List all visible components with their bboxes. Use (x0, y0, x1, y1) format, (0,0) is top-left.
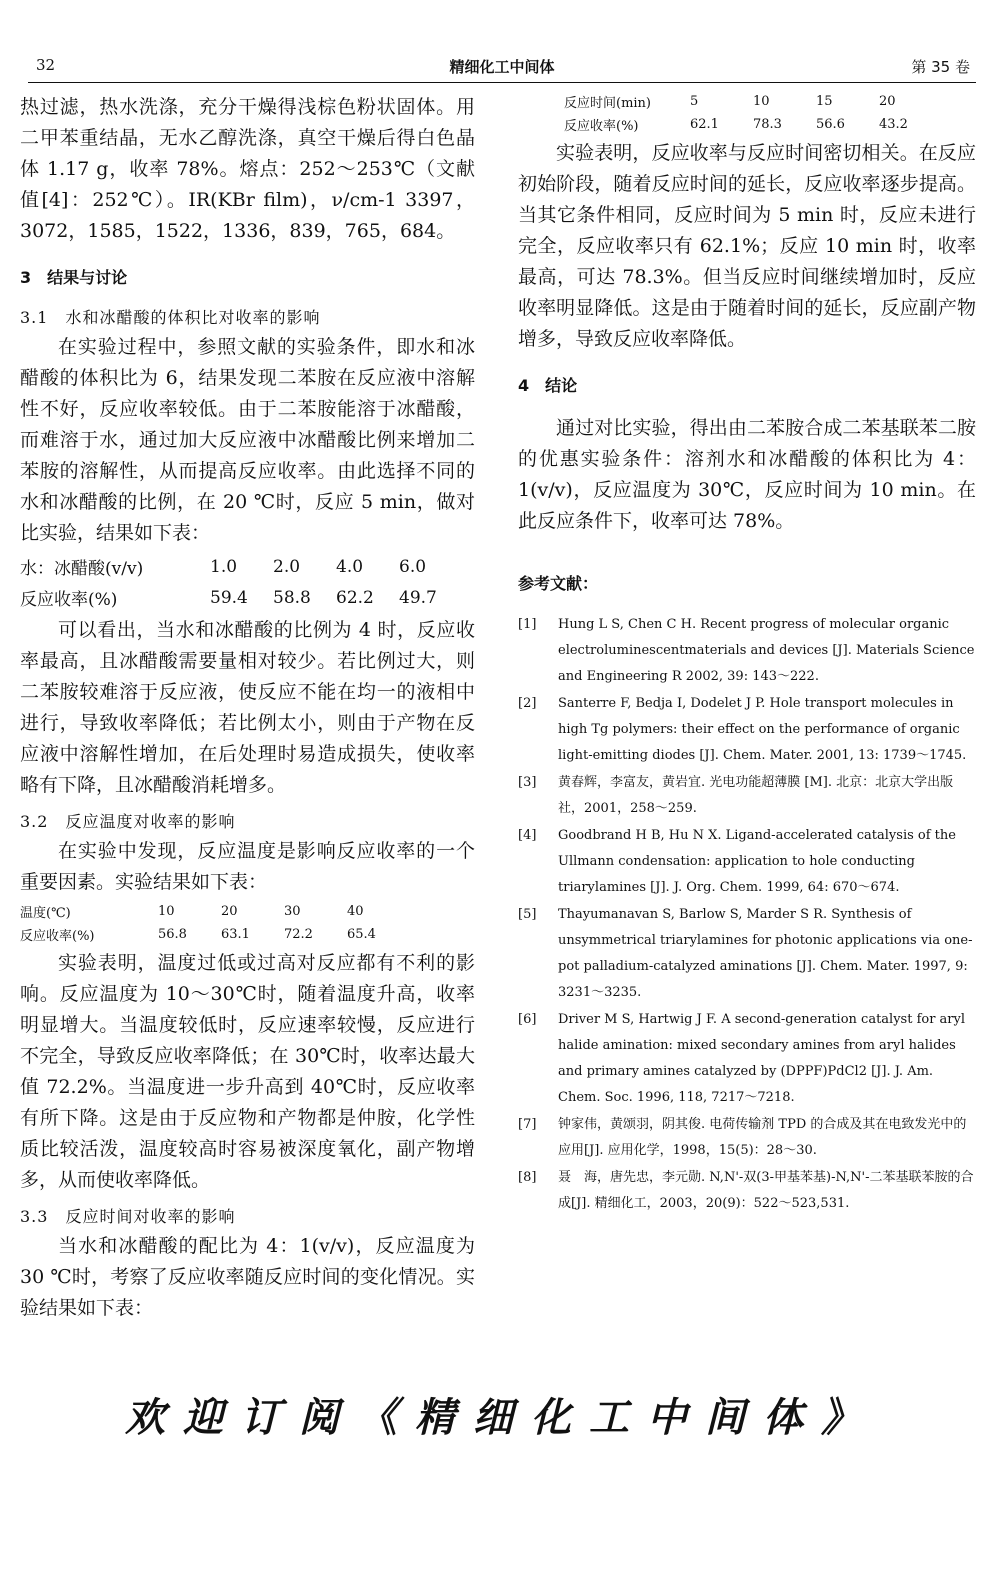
table-cell: 2.0 (273, 556, 301, 577)
table-cell: 反应收率(%) (564, 119, 639, 134)
right-column (518, 92, 976, 1218)
reference-number: [1] (518, 617, 537, 632)
table-cell: 20 (879, 94, 896, 109)
table-cell: 72.2 (284, 927, 313, 942)
table-cell: 6.0 (399, 556, 427, 577)
table-cell: 反应收率(%) (20, 590, 118, 610)
table-cell: 56.8 (158, 927, 187, 942)
temperature-table (20, 900, 410, 946)
table-cell: 62.1 (690, 117, 719, 132)
table-cell: 30 (284, 904, 301, 919)
left-column (20, 92, 475, 1324)
time-table (564, 90, 942, 136)
reference-item (518, 612, 976, 690)
table-cell: 反应收率(%) (20, 929, 95, 944)
reference-item (518, 691, 976, 769)
subsection-heading-3-3: 3.3 反应时间对收率的影响 (20, 1207, 236, 1226)
table-cell: 63.1 (221, 927, 250, 942)
paragraph-synthesis-end: 热过滤，热水洗涤，充分干燥得浅棕色粉状固体。用二甲苯重结晶，无水乙醇洗涤，真空干燥后得白色晶体 1.17 g，收率 78%。熔点：252～253℃（文献值[4]：252℃）。IR(KBr film)，ν/cm-1 3397，3072，1585，1522，1336，839，765，684。 (20, 96, 475, 242)
table-cell: 15 (816, 94, 833, 109)
table-cell: 4.0 (336, 556, 364, 577)
table-row (20, 582, 462, 613)
reference-text: 钟家伟，黄颂羽，阴其俊. 电荷传输剂 TPD 的合成及其在电致发光中的应用[J]. 应用化学，1998，15(5)：28～30. (558, 1117, 967, 1158)
table-cell: 10 (753, 94, 770, 109)
table-cell: 水：冰醋酸(v/v) (20, 559, 144, 579)
reference-text: Goodbrand H B, Hu N X. Ligand-accelerated catalysis of the Ullmann condensation: application to hole conducting triarylamines [J]. J. Org. Chem. 1999, 64: 670～674. (558, 828, 956, 895)
journal-title: 精细化工中间体 (449, 58, 555, 76)
table-cell: 58.8 (273, 587, 311, 608)
reference-text: 黄春辉，李富友，黄岩宜. 光电功能超薄膜 [M]. 北京：北京大学出版社，2001，258～259. (558, 775, 954, 816)
reference-item (518, 1007, 976, 1111)
paragraph-3-2-discussion: 实验表明，温度过低或过高对反应都有不利的影响。反应温度为 10～30℃时，随着温度升高，收率明显增大。当温度较低时，反应速率较慢，反应进行不完全，导致反应收率降低；在 30℃时，收率达最大值 72.2%。当温度进一步升高到 40℃时，反应收率有所下降。这是由于反应物和产物都是仲胺，化学性质比较活泼，温度较高时容易被深度氧化，副产物增多，从而使收率降低。 (20, 952, 475, 1191)
reference-item (518, 823, 976, 901)
reference-text: Hung L S, Chen C H. Recent progress of molecular organic electroluminescentmaterials and devices [J]. Materials Science and Engineering R 2002, 39: 143～222. (558, 617, 975, 684)
table-cell: 20 (221, 904, 238, 919)
reference-number: [3] (518, 775, 537, 790)
paragraph-conclusion: 通过对比实验，得出由二苯胺合成二苯基联苯二胺的优惠实验条件：溶剂水和冰醋酸的体积比为 4：1(v/v)，反应温度为 30℃，反应时间为 10 min。在此反应条件下，收率可达 78%。 (518, 417, 976, 532)
reference-number: [2] (518, 696, 537, 711)
table-cell: 40 (347, 904, 364, 919)
reference-text: Santerre F, Bedja I, Dodelet J P. Hole transport molecules in high Tg polymers: their effect on the performance of organic light-emitting diodes [J]. Chem. Mater. 2001, 13: 1739～1745. (558, 696, 967, 763)
table-cell: 10 (158, 904, 175, 919)
reference-text: 聂 海，唐先忠，李元勋. N,N'-双(3-甲基苯基)-N,N'-二苯基联苯胺的合成[J]. 精细化工，2003，20(9)：522～523,531. (558, 1170, 974, 1211)
table-cell: 5 (690, 94, 699, 109)
table-cell: 65.4 (347, 927, 376, 942)
paragraph-3-3-discussion: 实验表明，反应收率与反应时间密切相关。在反应初始阶段，随着反应时间的延长，反应收率逐步提高。当其它条件相同，反应时间为 5 min 时，反应未进行完全，反应收率只有 62.1%；反应 10 min 时，收率最高，可达 78.3%。但当反应时间继续增加时，反应收率明显降低。这是由于随着时间的延长，反应副产物增多，导致反应收率降低。 (518, 142, 976, 350)
reference-item (518, 902, 976, 1006)
table-row (20, 923, 410, 946)
table-cell: 49.7 (399, 587, 437, 608)
table-cell: 1.0 (210, 556, 238, 577)
paragraph-3-1: 在实验过程中，参照文献的实验条件，即水和冰醋酸的体积比为 6，结果发现二苯胺在反应液中溶解性不好，反应收率较低。由于二苯胺能溶于冰醋酸，而难溶于水，通过加大反应液中冰醋酸比例来增加二苯胺的溶解性，从而提高反应收率。由此选择不同的水和冰醋酸的比例，在 20 ℃时，反应 5 min，做对比实验，结果如下表： (20, 336, 475, 544)
page-number: 32 (36, 56, 56, 74)
paragraph-3-2: 在实验中发现，反应温度是影响反应收率的一个重要因素。实验结果如下表： (20, 840, 475, 893)
table-row (20, 551, 462, 582)
paragraph-3-1-discussion: 可以看出，当水和冰醋酸的比例为 4 时，反应收率最高，且冰醋酸需要量相对较少。若比例过大，则二苯胺较难溶于反应液，使反应不能在均一的液相中进行，导致收率降低；若比例太小，则由于产物在反应液中溶解性增加，在后处理时易造成损失，使收率略有下降，且冰醋酸消耗增多。 (20, 619, 475, 796)
table-row (564, 113, 942, 136)
section-heading-3: 3 结果与讨论 (20, 268, 128, 287)
paragraph-3-3: 当水和冰醋酸的配比为 4：1(v/v)，反应温度为 30 ℃时，考察了反应收率随反应时间的变化情况。实验结果如下表： (20, 1235, 475, 1319)
reference-number: [6] (518, 1012, 537, 1027)
table-cell: 反应时间(min) (564, 96, 652, 111)
table-cell: 62.2 (336, 587, 374, 608)
table-cell: 56.6 (816, 117, 845, 132)
reference-text: Driver M S, Hartwig J F. A second-generation catalyst for aryl halide amination: mixed secondary amines from aryl halides and primary amines catalyzed by (DPPF)PdCl2 [J]. J. Am. Chem. Soc. 1996, 118, 7217～7218. (558, 1012, 966, 1105)
section-heading-4: 4 结论 (518, 376, 578, 395)
reference-text: Thayumanavan S, Barlow S, Marder S R. Synthesis of unsymmetrical triarylamines for photonic applications via one-pot palladium-catalyzed aminations [J]. Chem. Mater. 1997, 9: 3231～3235. (558, 907, 973, 1000)
table-row (20, 900, 410, 923)
reference-item (518, 1112, 976, 1164)
table-cell: 温度(℃) (20, 906, 71, 921)
ratio-table (20, 551, 462, 613)
table-cell: 59.4 (210, 587, 248, 608)
references-title: 参考文献： (518, 574, 599, 593)
table-row (564, 90, 942, 113)
volume-label: 第 35 卷 (911, 58, 970, 76)
subscription-banner: 欢迎订阅《精细化工中间体》 (125, 1394, 879, 1441)
reference-list (518, 612, 976, 1217)
reference-number: [5] (518, 907, 537, 922)
reference-number: [4] (518, 828, 537, 843)
reference-item (518, 770, 976, 822)
table-cell: 78.3 (753, 117, 782, 132)
page-header (28, 52, 976, 83)
reference-number: [7] (518, 1117, 537, 1132)
reference-item (518, 1165, 976, 1217)
table-cell: 43.2 (879, 117, 908, 132)
subsection-heading-3-1: 3.1 水和冰醋酸的体积比对收率的影响 (20, 308, 321, 327)
reference-number: [8] (518, 1170, 537, 1185)
subsection-heading-3-2: 3.2 反应温度对收率的影响 (20, 812, 236, 831)
